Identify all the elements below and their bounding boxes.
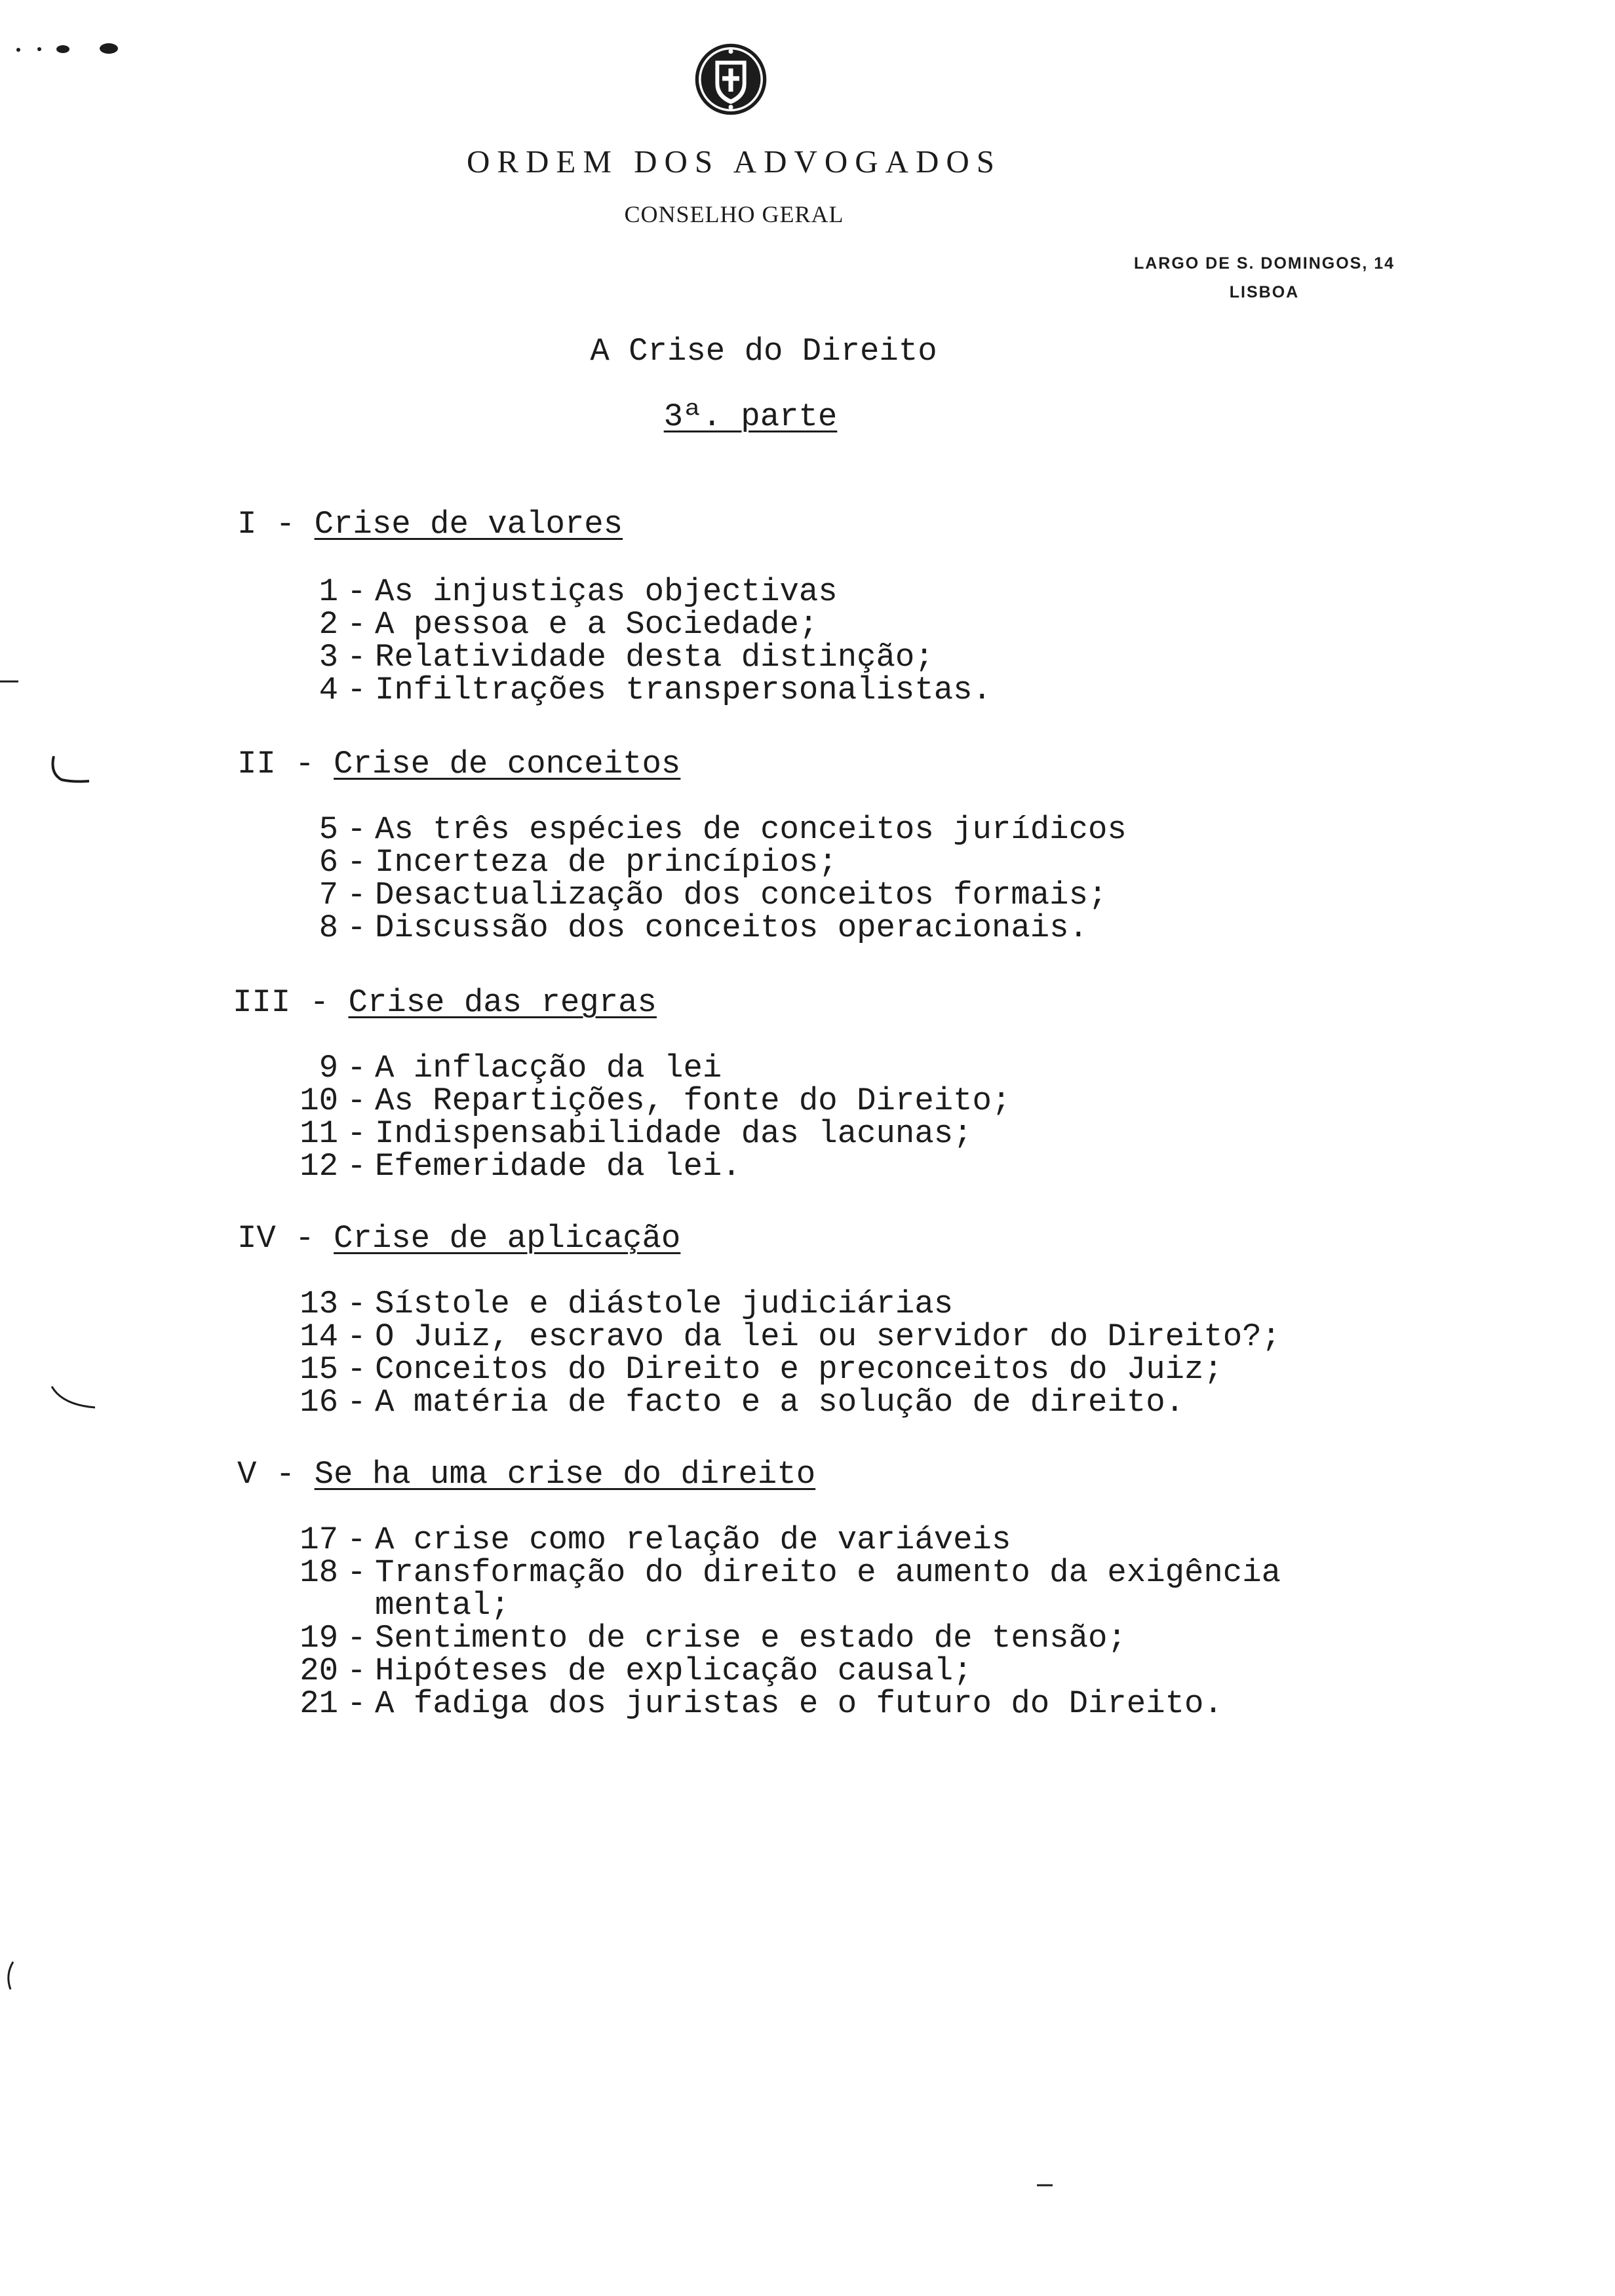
section-heading: V - Se ha uma crise do direito bbox=[237, 1456, 816, 1493]
section-heading: III - Crise das regras bbox=[233, 984, 657, 1021]
list-item: 4 - Infiltrações transpersonalistas. bbox=[319, 672, 992, 708]
list-item: 5 - As três espécies de conceitos jurídicos bbox=[319, 811, 1127, 848]
list-item: 16 - A matéria de facto e a solução de direito. bbox=[300, 1384, 1185, 1421]
list-item: 20 - Hipóteses de explicação causal; bbox=[300, 1653, 973, 1689]
list-item: 6 - Incerteza de princípios; bbox=[319, 844, 838, 881]
scan-speck-mark bbox=[1036, 2182, 1055, 2189]
document-subtitle: 3ª. parte bbox=[663, 398, 838, 435]
punch-hole-mark bbox=[47, 754, 93, 786]
list-item: 7 - Desactualização dos conceitos formais; bbox=[319, 877, 1108, 913]
section-heading: I - Crise de valores bbox=[237, 506, 623, 543]
scan-speck-mark bbox=[13, 39, 118, 59]
list-item: 8 - Discussão dos conceitos operacionais. bbox=[319, 909, 1088, 946]
list-item: 9 - A inflacção da lei bbox=[319, 1050, 722, 1086]
section-heading: IV - Crise de aplicação bbox=[237, 1220, 681, 1257]
list-item: 10 - As Repartições, fonte do Direito; bbox=[300, 1082, 1011, 1119]
list-item: 17 - A crise como relação de variáveis bbox=[300, 1521, 1011, 1558]
list-item: 21 - A fadiga dos juristas e o futuro do Direito. bbox=[300, 1685, 1223, 1722]
list-item: 1 - As injustiças objectivas bbox=[319, 573, 838, 610]
scan-line-mark bbox=[0, 678, 20, 685]
list-item: 18 - Transformação do direito e aumento da exigência bbox=[300, 1554, 1281, 1591]
council-name: CONSELHO GERAL bbox=[624, 201, 844, 227]
list-item: 15 - Conceitos do Direito e preconceitos do Juiz; bbox=[300, 1351, 1223, 1388]
punch-hole-mark bbox=[49, 1381, 102, 1414]
document-title: A Crise do Direito bbox=[590, 333, 937, 370]
list-item: 3 - Relatividade desta distinção; bbox=[319, 639, 934, 676]
list-item: 12 - Efemeridade da lei. bbox=[300, 1148, 741, 1185]
list-item-continuation: mental; bbox=[375, 1587, 510, 1624]
organization-name: ORDEM DOS ADVOGADOS bbox=[466, 144, 1002, 180]
address-city: LISBOA bbox=[1229, 283, 1300, 301]
list-item: 11 - Indispensabilidade das lacunas; bbox=[300, 1115, 973, 1152]
list-item: 14 - O Juiz, escravo da lei ou servidor do Direito?; bbox=[300, 1318, 1281, 1355]
list-item: 2 - A pessoa e a Sociedade; bbox=[319, 606, 819, 643]
list-item: 13 - Sístole e diástole judiciárias bbox=[300, 1286, 954, 1322]
section-heading: II - Crise de conceitos bbox=[237, 746, 681, 782]
coat-of-arms-seal-icon bbox=[692, 41, 769, 118]
list-item: 19 - Sentimento de crise e estado de tensão; bbox=[300, 1620, 1127, 1656]
address-street: LARGO DE S. DOMINGOS, 14 bbox=[1133, 254, 1395, 273]
scan-edge-mark bbox=[4, 1959, 17, 1992]
